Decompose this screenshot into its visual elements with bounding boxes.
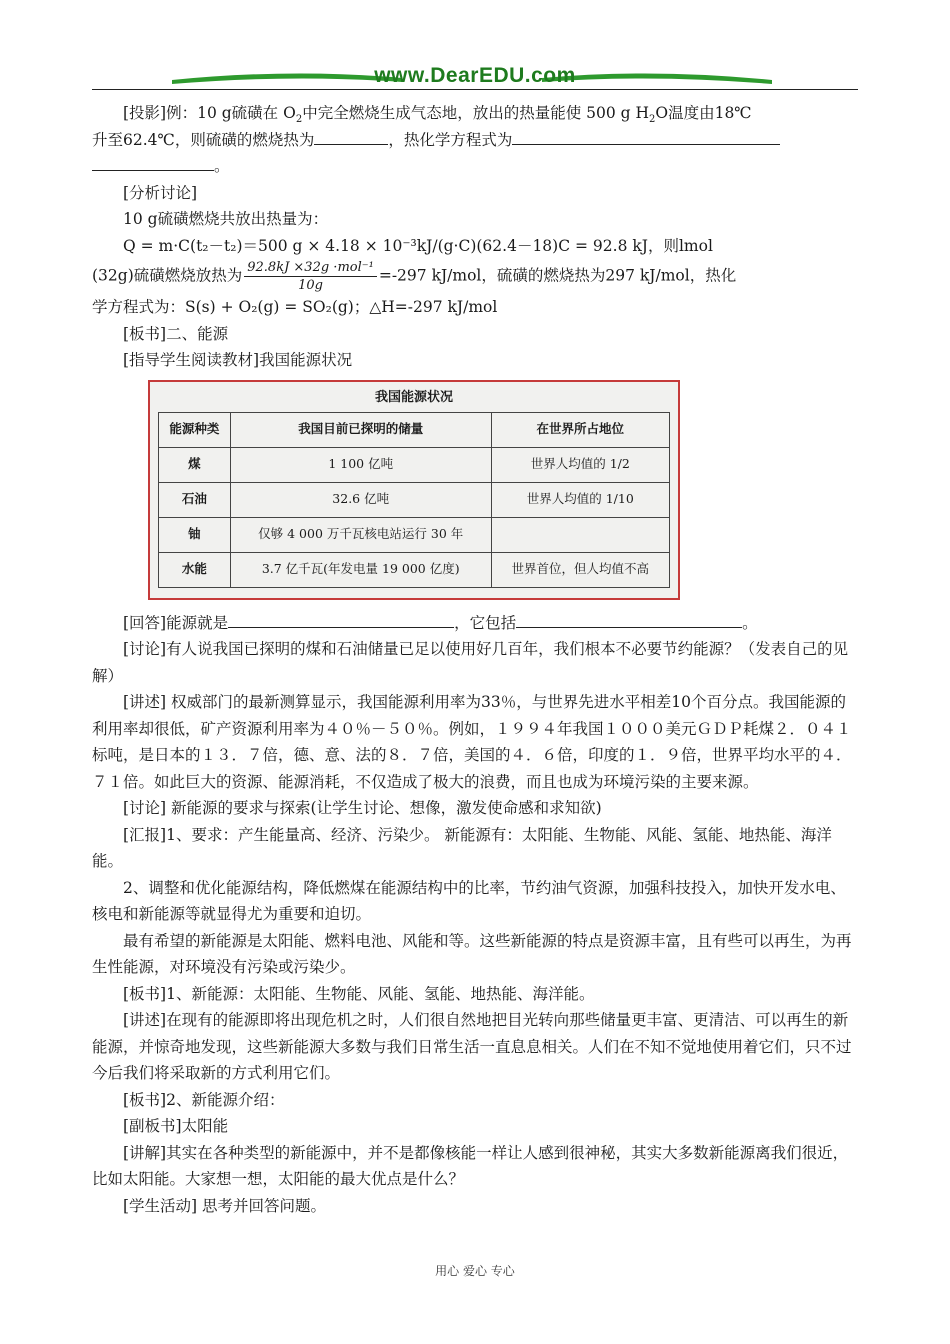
activity-paragraph: [学生活动] 思考并回答问题。 (123, 1196, 327, 1215)
board-paragraph: [板书]1、新能源：太阳能、生物能、风能、氢能、地热能、海洋能。 (123, 984, 595, 1003)
table-cell: 世界人均值的 1/10 (491, 482, 669, 517)
energy-status-table-image (148, 380, 680, 600)
document-body (92, 100, 860, 1219)
lecture-paragraph: [讲述] 权威部门的最新测算显示，我国能源利用率为33％，与世界先进水平相差10个百分点。我国能源的利用率却很低，矿产资源利用率为４０％－５０％。例如，１９９４年我国１０００美元ＧＤＰ耗煤２．０４１标吨，是日本的１３．７倍，德、意、法的８．７倍，美国的４．６倍，印度的１．９倍，世界平均水平的４．７１倍。如此巨大的资源、能源消耗，不仅造成了极大的浪费，而且也成为环境污染的主要来源。 (92, 693, 852, 791)
text: [回答]能源就是 (123, 613, 229, 632)
table-cell: 3.7 亿千瓦(年发电量 19 000 亿度) (230, 552, 491, 587)
text: ，它包括 (454, 613, 517, 632)
table-row (159, 447, 670, 482)
equation-line: 学方程式为：S(s) + O₂(g) = SO₂(g)；△H=-297 kJ/mol (92, 298, 498, 316)
answer-blank (516, 611, 742, 628)
table-cell (491, 517, 669, 552)
board-paragraph: [板书]2、新能源介绍： (123, 1090, 285, 1109)
table-cell: 仅够 4 000 万千瓦核电站运行 30 年 (230, 517, 491, 552)
fraction-line (92, 259, 860, 294)
answer-line (92, 610, 860, 637)
analysis-heading: [分析讨论] (123, 183, 198, 202)
hope-paragraph: 最有希望的新能源是太阳能、燃料电池、风能和等。这些新能源的特点是资源丰富，且有些可以再生，为再生性能源，对环境没有污染或污染少。 (92, 931, 852, 976)
fraction-numerator: 92.8kJ ×32g ·mol⁻¹ (244, 259, 377, 277)
answer-blank (314, 128, 388, 145)
text: [投影]例：10 g硫磺在 O (123, 104, 296, 122)
table-cell: 煤 (159, 447, 231, 482)
header-rule (92, 89, 858, 90)
heat-line: 10 g硫磺燃烧共放出热量为： (123, 210, 329, 228)
subboard-paragraph: [副板书]太阳能 (123, 1117, 229, 1135)
column-header: 能源种类 (159, 412, 231, 447)
answer-blank (512, 128, 780, 145)
answer-blank (92, 154, 214, 171)
table-title: 我国能源状况 (374, 389, 453, 405)
table-cell: 水能 (159, 552, 231, 587)
example-line: [投影]例：10 g硫磺在 $O_2$中完全燃烧生成气态地，放出的热量能使 500 g $H_2O$温度由18℃ (123, 104, 752, 126)
text: 升至62.4℃，则硫磺的燃烧热为 (92, 130, 315, 149)
column-header: 在世界所占地位 (491, 412, 669, 447)
table-cell: 32.6 亿吨 (230, 482, 491, 517)
q-formula: Q = m·C(t₂－t₂)＝500 g × 4.18 × 10⁻³kJ/(g·C)(62.4－18)C = 92.8 kJ，则lmol (123, 236, 713, 255)
text: =-297 kJ/mol，硫磺的燃烧热为297 kJ/mol，热化 (378, 266, 737, 285)
fraction (244, 259, 377, 294)
guide-line: [指导学生阅读教材]我国能源状况 (123, 351, 353, 369)
text: 。 (214, 157, 230, 175)
table-cell: 铀 (159, 517, 231, 552)
energy-table (158, 412, 670, 588)
table-header-row (159, 412, 670, 447)
table-cell: 世界人均值的 1/2 (491, 447, 669, 482)
table-row (159, 482, 670, 517)
discussion-paragraph: [讨论]有人说我国已探明的煤和石油储量已足以使用好几百年，我们根本不必要节约能源？（发表自己的见解） (92, 640, 849, 685)
text: (32g)硫磺燃烧放热为 (92, 266, 243, 285)
explain-paragraph: [讲解]其实在各种类型的新能源中，并不是都像核能一样让人感到很神秘，其实大多数新能源离我们很近，比如太阳能。大家想一想，太阳能的最大优点是什么？ (92, 1143, 849, 1188)
table-row (159, 517, 670, 552)
page-footer: 用心 爱心 专心 (435, 1264, 515, 1278)
example-line-3 (92, 153, 860, 180)
text: ，热化学方程式为 (388, 130, 513, 149)
text: O温度由18℃ (655, 104, 752, 122)
page-header (92, 62, 858, 90)
table-row (159, 552, 670, 587)
text: 中完全燃烧生成气态地，放出的热量能使 500 g H (302, 104, 649, 122)
text: 。 (742, 613, 758, 632)
site-logo: www.DearEDU.com (374, 64, 576, 87)
report-paragraph: [汇报]1、要求：产生能量高、经济、污染少。 新能源有：太阳能、生物能、风能、氢能、地热能、海洋能。 (92, 825, 832, 870)
table-cell: 1 100 亿吨 (230, 447, 491, 482)
discussion-paragraph: [讨论] 新能源的要求与探索(让学生讨论、想像，激发使命感和求知欲) (123, 799, 602, 817)
table-cell: 石油 (159, 482, 231, 517)
lecture-paragraph: [讲述]在现有的能源即将出现危机之时，人们很自然地把目光转向那些储量更丰富、更清洁、可以再生的新能源，并惊奇地发现，这些新能源大多数与我们日常生活一直息息相关。人们在不知不觉地使用着它们，只不过今后我们将采取新的方式利用它们。 (92, 1011, 852, 1082)
board-heading: [板书]二、能源 (123, 324, 229, 343)
answer-blank (228, 611, 454, 628)
example-line-2 (92, 127, 860, 154)
point-paragraph: 2、调整和优化能源结构，降低燃煤在能源结构中的比率，节约油气资源，加强科技投入，加快开发水电、核电和新能源等就显得尤为重要和迫切。 (92, 878, 846, 923)
fraction-denominator: 10g (298, 278, 323, 293)
table-cell: 世界首位，但人均值不高 (491, 552, 669, 587)
column-header: 我国目前已探明的储量 (230, 412, 491, 447)
